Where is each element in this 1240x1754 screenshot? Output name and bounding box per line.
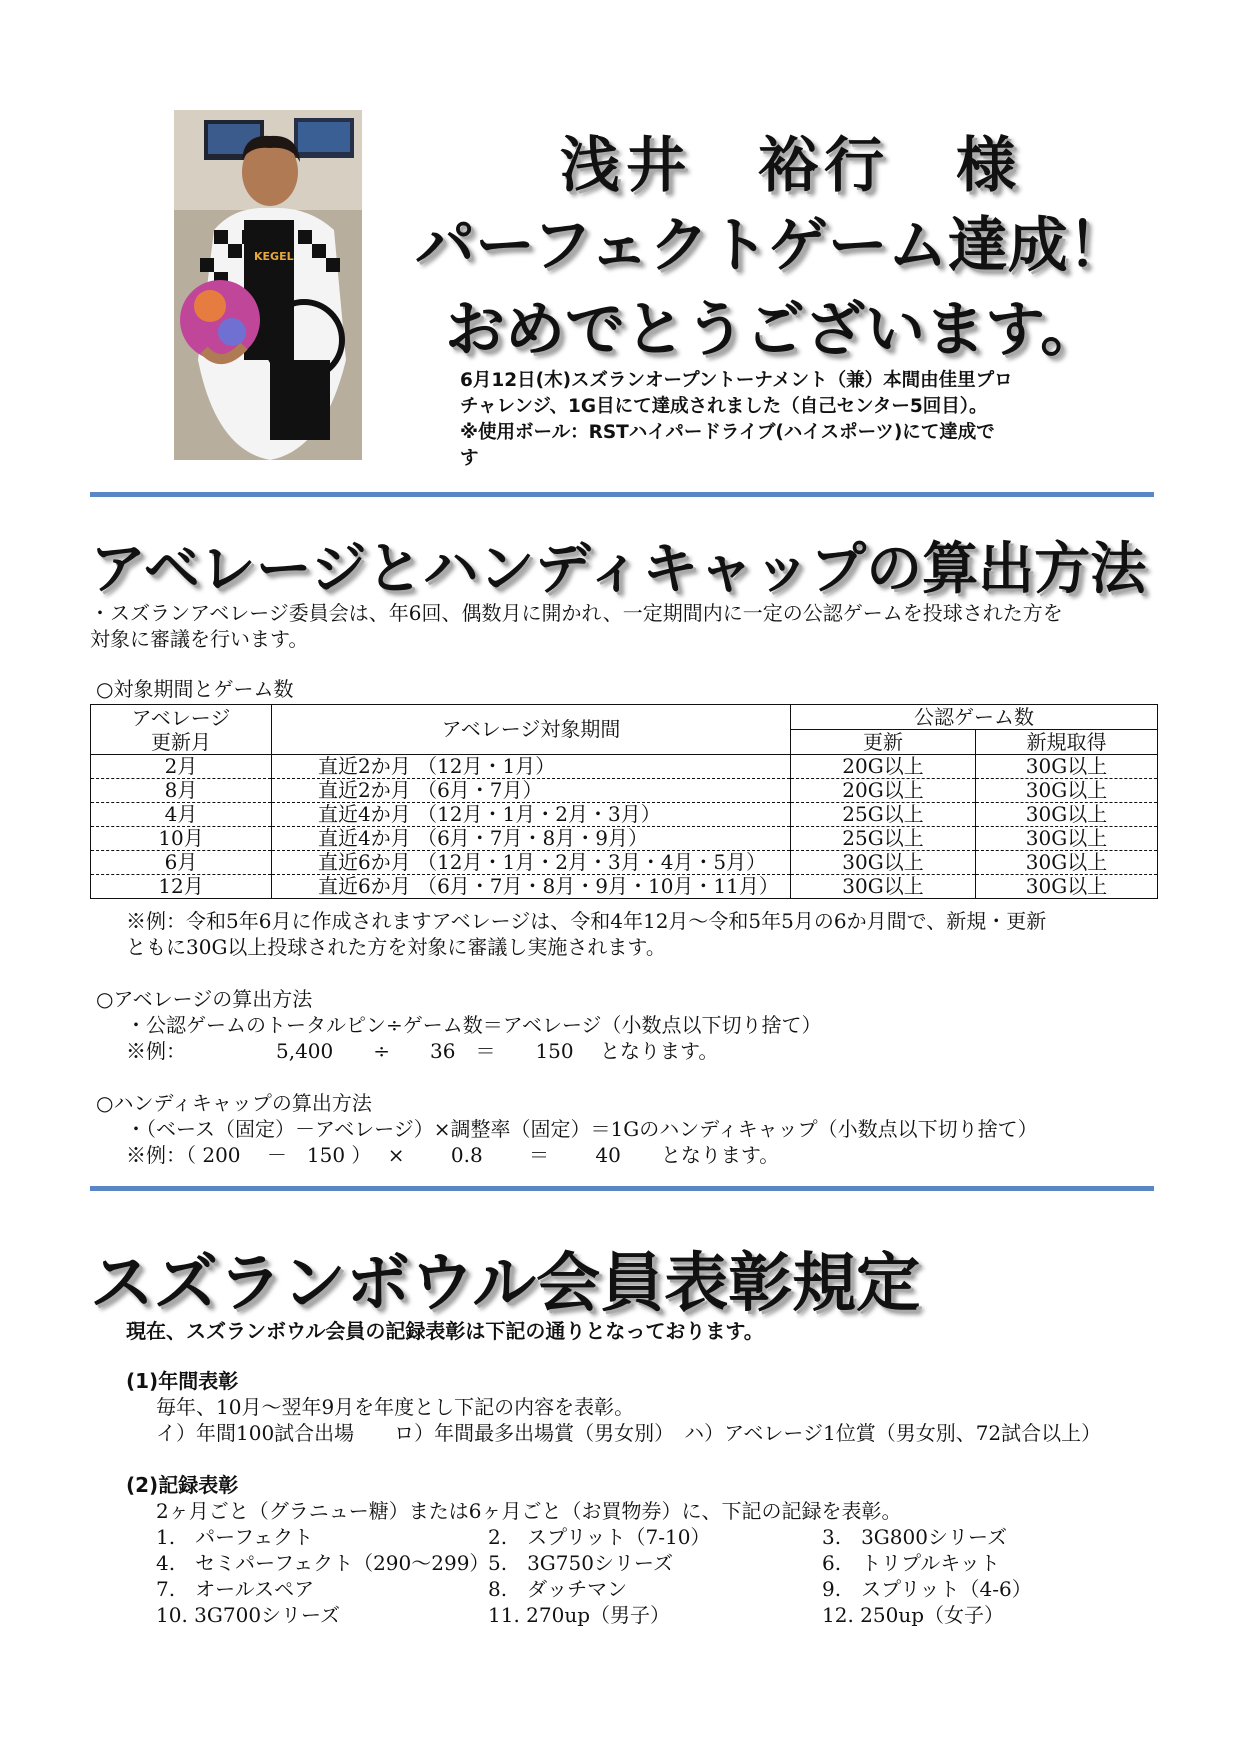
cell-month: 2月 [91,755,272,779]
cell-renew: 30G以上 [791,875,976,899]
cell-month: 10月 [91,827,272,851]
cell-new: 30G以上 [976,803,1158,827]
average-intro: ・スズランアベレージ委員会は、年6回、偶数月に開かれ、一定期間内に一定の公認ゲームを投球された方を [90,601,1063,625]
column-header-month [91,705,272,755]
cell-period: 直近4か月 （12月・1月・2月・3月） [272,803,791,827]
cell-new: 30G以上 [976,851,1158,875]
cell-renew: 25G以上 [791,803,976,827]
detail-line: ※使用ボール：RSTハイパードライブ(ハイスポーツ)にて達成で [460,422,995,443]
section-divider [90,492,1154,497]
cell-period: 直近6か月 （12月・1月・2月・3月・4月・5月） [272,851,791,875]
cell-renew: 30G以上 [791,851,976,875]
record-item: 3. 3G800シリーズ [822,1525,1007,1549]
table-row [91,779,1158,803]
table-row [91,851,1158,875]
cell-renew: 25G以上 [791,827,976,851]
bowler-photo-illustration [174,110,362,460]
cell-month: 12月 [91,875,272,899]
handicap-calc-example: ※例：（ 200 － 150 ） × 0.8 ＝ 40 となります。 [126,1143,780,1167]
period-heading: ○対象期間とゲーム数 [96,677,294,701]
record-item: 1. パーフェクト [156,1525,314,1549]
svg-text:KEGEL: KEGEL [254,250,294,263]
record-award-heading: (2)記録表彰 [126,1473,239,1497]
cell-new: 30G以上 [976,755,1158,779]
record-item: 2. スプリット（7-10） [488,1525,711,1549]
handicap-calc-formula: ・（ベース（固定）－アベレージ）×調整率（固定）＝1Gのハンディキャップ（小数点以下切り捨て） [126,1117,1038,1141]
record-item: 8. ダッチマン [488,1577,628,1601]
average-calc-heading: ○アベレージの算出方法 [96,987,313,1011]
annual-award-heading: (1)年間表彰 [126,1369,239,1393]
example-note: ※例：令和5年6月に作成されますアベレージは、令和4年12月～令和5年5月の6か月間で、新規・更新 [126,909,1047,933]
recipient-name: 浅井 裕行 様 [560,131,1022,201]
bowler-photo [174,110,362,460]
average-period-table [90,704,1158,899]
annual-award-items: イ）年間100試合出場 ロ）年間最多出場賞（男女別） ハ）アベレージ1位賞（男女別、72試合以上） [156,1421,1102,1445]
table-row [91,875,1158,899]
record-item: 4. セミパーフェクト（290～299） [156,1551,490,1575]
record-item: 12. 250up（女子） [822,1603,1005,1627]
award-section-title: スズランボウル会員表彰規定 [90,1247,921,1321]
cell-new: 30G以上 [976,827,1158,851]
annual-award-description: 毎年、10月～翌年9月を年度とし下記の内容を表彰。 [156,1395,635,1419]
cell-new: 30G以上 [976,779,1158,803]
average-calc-example-label: ※例： [126,1039,186,1063]
record-item: 5. 3G750シリーズ [488,1551,673,1575]
record-item: 9. スプリット（4-6） [822,1577,1032,1601]
cell-month: 4月 [91,803,272,827]
cell-renew: 20G以上 [791,779,976,803]
section-divider [90,1186,1154,1191]
record-item: 11. 270up（男子） [488,1603,671,1627]
cell-renew: 20G以上 [791,755,976,779]
cell-period: 直近4か月 （6月・7月・8月・9月） [272,827,791,851]
cell-period: 直近6か月 （6月・7月・8月・9月・10月・11月） [272,875,791,899]
column-header-month-line2: 更新月 [151,729,211,754]
cell-month: 6月 [91,851,272,875]
detail-line: チャレンジ、1G目にて達成されました（自己センター5回目）。 [460,396,988,417]
column-header-new: 新規取得 [976,730,1158,755]
cell-period: 直近2か月 （6月・7月） [272,779,791,803]
record-item: 6. トリプルキット [822,1551,1000,1575]
cell-new: 30G以上 [976,875,1158,899]
average-calc-formula: ・公認ゲームのトータルピン÷ゲーム数＝アベレージ（小数点以下切り捨て） [126,1013,822,1037]
average-intro: 対象に審議を行います。 [90,627,309,651]
example-note: ともに30G以上投球された方を対象に審議し実施されます。 [126,935,666,959]
record-item: 10. 3G700シリーズ [156,1603,341,1627]
record-item: 7. オールスペア [156,1577,315,1601]
detail-line: 6月12日(木)スズランオープントーナメント（兼）本間由佳里プロ [460,370,1013,391]
average-section-title: アベレージとハンディキャップの算出方法 [90,537,1147,602]
table-row [91,827,1158,851]
detail-line: す [460,448,479,469]
handicap-calc-heading: ○ハンディキャップの算出方法 [96,1091,372,1115]
column-header-games: 公認ゲーム数 [791,705,1158,730]
award-intro: 現在、スズランボウル会員の記録表彰は下記の通りとなっております。 [126,1319,764,1343]
cell-month: 8月 [91,779,272,803]
achievement-detail [460,368,1090,472]
column-header-month-line1: アベレージ [131,705,231,730]
record-award-description: 2ヶ月ごと（グラニュー糖）または6ヶ月ごと（お買物券）に、下記の記録を表彰。 [156,1499,902,1523]
congratulations-headline: おめでとうございます。 [445,295,1101,365]
table-row [91,755,1158,779]
column-header-period: アベレージ対象期間 [272,705,791,755]
column-header-renew: 更新 [791,730,976,755]
perfect-game-headline: パーフェクトゲーム達成！ [415,211,1128,281]
average-calc-example-value: 5,400 ÷ 36 ＝ 150 となります。 [276,1039,719,1063]
cell-period: 直近2か月 （12月・1月） [272,755,791,779]
table-row [91,803,1158,827]
